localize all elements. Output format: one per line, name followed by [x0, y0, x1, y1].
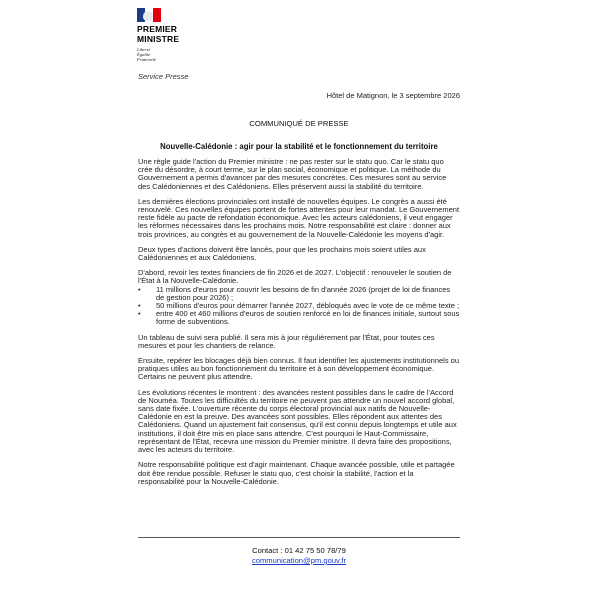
motto-egalite: Égalité	[137, 52, 151, 58]
contact-email-link[interactable]: communication@pm.gouv.fr	[251, 556, 347, 565]
bullet-marker: •	[138, 284, 141, 294]
paragraph: Deux types d'actions doivent être lancés, pour que les prochains mois soient utiles aux Calédoniennes et aux Calédoniens.	[138, 244, 426, 263]
list-item	[138, 286, 460, 302]
paragraph: Les dernières élections provinciales ont installé de nouvelles équipes. Le congrès a aussi été renouvelé. Ces nouvelles équipes portent de fortes attentes pour leur mandat. Le Gouvernement reste fidèle au pacte de refondation économique. Avec les acteurs calédoniens, il veut engager les réformes nécessaires dans les prochains mois. Notre responsabilité est claire : donner aux trois provinces, au congrès et au gouvernement de la Nouvelle-Calédonie les moyens d'agir.	[138, 196, 460, 239]
paragraph: D'abord, revoir les textes financiers de fin 2026 et de 2027. L'objectif : renouveler le soutien de l'État à la Nouvelle-Calédonie.	[138, 268, 452, 286]
logo-line-1: PREMIER	[137, 24, 178, 34]
dateline: Hôtel de Matignon, le 3 septembre 2026	[326, 91, 460, 100]
paragraph: Notre responsabilité politique est d'agir maintenant. Chaque avancée possible, utile et partagée doit être rendue possible. Refuser le statu quo, c'est choisir la stabilité, l'action et la responsabilité pour la Nouvelle-Calédonie.	[138, 460, 455, 486]
paragraph: Un tableau de suivi sera publié. Il sera mis à jour régulièrement par l'État, pour toutes ces mesures et pour les chantiers de relance.	[138, 332, 435, 350]
service-label: Service Presse	[138, 72, 189, 81]
contact-block	[0, 546, 598, 566]
paragraph: Ensuite, repérer les blocages déjà bien connus. Il faut identifier les ajustements institutionnels ou pratiques utiles au bon fonctionnement du territoire et à son développement économique. Certains ne peuvent plus attendre.	[138, 356, 460, 382]
logo-line-2: MINISTRE	[137, 33, 180, 44]
paragraph: Les évolutions récentes le montrent : des avancées restent possibles dans le cadre de l'Accord de Nouméa. Toutes les difficultés du territoire ne peuvent pas attendre un nouvel accord global, sans date fixée. L'ouverture récente du corps électoral provincial aux natifs de Nouvelle-Calédonie en est la preuve. Des avancées sont possibles. Elles répondent aux attentes des Calédoniens. Quand un ajustement fait consensus, qu'il est connu depuis longtemps et utile aux institutions, il doit être mis en place sans attendre. C'est pourquoi le Haut-Commissaire, représentant de l'État, recevra une mission du Premier ministre. Il devra faire des propositions, avec les acteurs du territoire.	[138, 387, 457, 455]
motto-liberte: Liberté	[137, 47, 151, 52]
premier-ministre-logo	[137, 8, 207, 63]
bullet-marker: •	[138, 301, 141, 311]
bullet-marker: •	[138, 309, 141, 319]
press-release-title: Nouvelle-Calédonie : agir pour la stabilité et le fonctionnement du territoire	[160, 142, 438, 151]
logo-motto	[137, 47, 207, 63]
motto-fraternite: Fraternité	[137, 57, 156, 63]
press-release-body	[138, 158, 460, 493]
bullet-text: entre 400 et 460 millions d'euros de soutien renforcé en loi de finances initiale, surtout sous forme de subventions.	[156, 309, 460, 327]
document-type: COMMUNIQUÉ DE PRESSE	[249, 119, 349, 128]
bullet-text: 50 millions d'euros pour démarrer l'année 2027, débloqués avec le vote de ce même texte ;	[156, 301, 460, 311]
bullet-text: 11 millions d'euros pour couvrir les besoins de fin d'année 2026 (projet de loi de finances de gestion pour 2026) ;	[156, 284, 451, 302]
logo-title	[137, 25, 207, 44]
footer-divider	[138, 537, 460, 538]
contact-phone: Contact : 01 42 75 50 78/79	[252, 546, 346, 555]
list-item	[138, 310, 460, 326]
paragraph: Une règle guide l'action du Premier ministre : ne pas rester sur le statu quo. Car le statu quo crée du désordre, à court terme, sur le plan social, économique et politique. La méthode du Gouvernement a permis d'avancer par des mesures concrètes. Ces mesures sont au service des Calédoniennes et des Calédoniens. Elles préservent aussi la stabilité du territoire.	[138, 157, 447, 191]
marianne-flag-icon	[137, 8, 161, 22]
